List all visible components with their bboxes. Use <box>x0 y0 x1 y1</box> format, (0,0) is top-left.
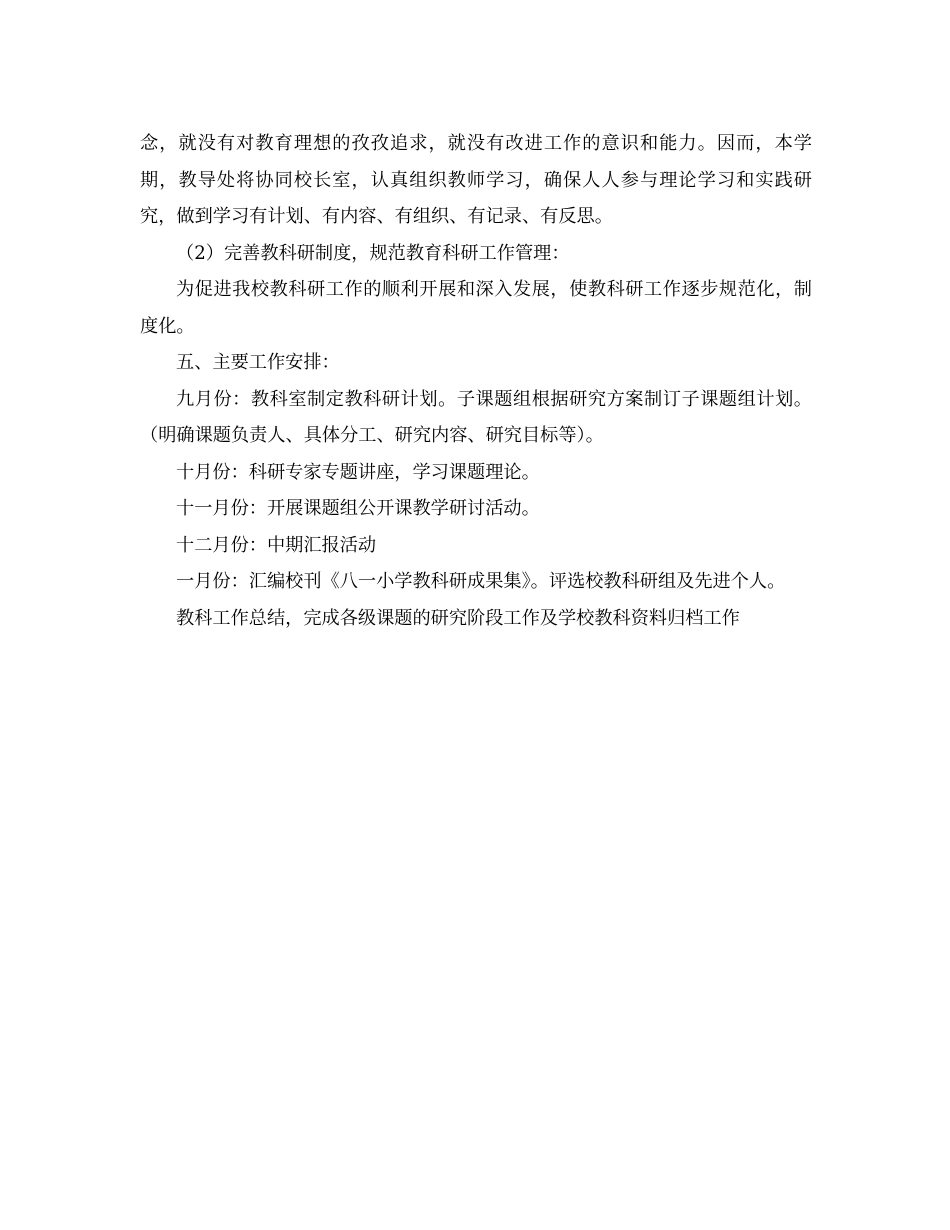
paragraph-research-system: （2）完善教科研制度，规范教育科研工作管理： <box>176 242 570 264</box>
paragraph-summary: 教科工作总结，完成各级课题的研究阶段工作及学校教科资料归档工作 <box>176 607 740 629</box>
paragraph-study-plan: 念，就没有对教育理想的孜孜追求，就没有改进工作的意识和能力。因而，本学期，教导处将协同校长室，认真组织教师学习，确保人人参与理论学习和实践研究，做到学习有计划、有内容、有组织、有记录、有反思。 <box>140 133 812 227</box>
paragraph-january: 一月份：汇编校刊《八一小学教科研成果集》。评选校教科研组及先进个人。 <box>176 571 786 592</box>
paragraph-research-development: 为促进我校教科研工作的顺利开展和深入发展，使教科研工作逐步规范化，制度化。 <box>140 279 812 337</box>
paragraph-september: 九月份：教科室制定教科研计划。子课题组根据研究方案制订子课题组计划。（明确课题负责人、具体分工、研究内容、研究目标等）。 <box>140 388 812 446</box>
paragraph-december: 十二月份：中期汇报活动 <box>176 534 377 556</box>
paragraph-november: 十一月份：开展课题组公开课教学研讨活动。 <box>176 498 540 519</box>
paragraph-october: 十月份：科研专家专题讲座，学习课题理论。 <box>176 461 540 483</box>
section-heading-work-schedule: 五、主要工作安排： <box>176 352 340 373</box>
document-body <box>140 126 812 637</box>
